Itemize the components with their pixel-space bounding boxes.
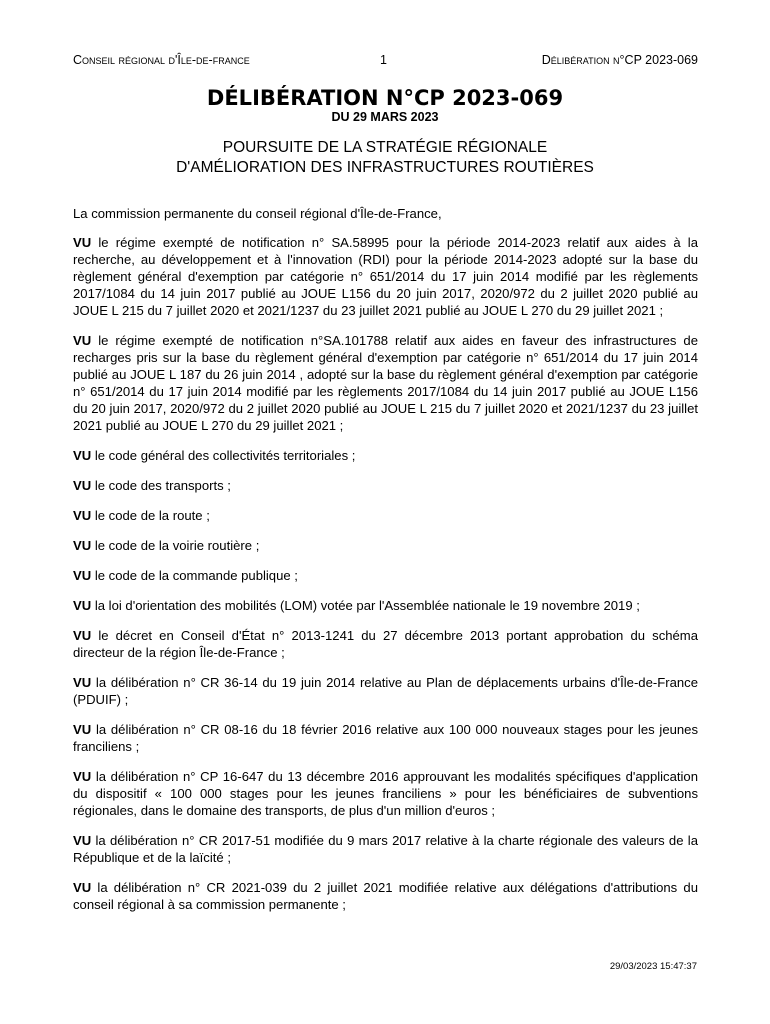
visa-text: le décret en Conseil d'État n° 2013-1241 du 27 décembre 2013 portant approbation du schéma directeur de la région Île-de-France ; — [73, 628, 698, 660]
visa-paragraph — [73, 332, 698, 434]
visa-paragraph — [73, 768, 698, 819]
visa-text: la délibération n° CP 16-647 du 13 décembre 2016 approuvant les modalités spécifiques d'application du dispositif « 100 000 stages pour les jeunes franciliens » pour les bénéficiaires de subventions régionales, dans le domaine des transports, de plus d'un million d'euros ; — [73, 769, 698, 818]
visa-text: le régime exempté de notification n° SA.58995 pour la période 2014-2023 relatif aux aides à la recherche, au développement et à l'innovation (RDI) pour la période 2014-2023 adopté sur la base du règlement général d'exemption par catégorie n° 651/2014 du 17 juin 2014 modifié par les règlements 2017/1084 du 14 juin 2017 publié au JOUE L156 du 20 juin 2017, 2020/972 du 2 juillet 2020 publié au JOUE L 215 du 7 juillet 2020 et 2021/1237 du 23 juillet 2021 publié au JOUE L 270 du 29 juillet 2021 ; — [73, 235, 698, 318]
page-header — [73, 52, 698, 68]
visa-lead: VU — [73, 333, 92, 348]
visa-text: le code de la voirie routière ; — [91, 538, 260, 553]
visa-text: le code de la commande publique ; — [91, 568, 298, 583]
visa-lead: VU — [73, 478, 92, 493]
visa-text: le code des transports ; — [91, 478, 231, 493]
visa-lead: VU — [73, 235, 92, 250]
visa-text: le régime exempté de notification n°SA.101788 relatif aux aides en faveur des infrastructures de recharges pris sur la base du règlement général d'exemption par catégorie n° 651/2014 du 17 juin 2014 publié au JOUE L 187 du 26 juin 2014 , adopté sur la base du règlement général d'exemption par catégorie n° 651/2014 du 17 juin 2014 modifié par les règlements 2017/1084 du 14 juin 2017 publié au JOUE L156 du 20 juin 2017, 2020/972 du 2 juillet 2020 publié au JOUE L 215 du 7 juillet 2020 et 2021/1237 du 23 juillet 2021 publié au JOUE L 270 du 29 juillet 2021 ; — [73, 333, 698, 433]
visa-lead: VU — [73, 880, 92, 895]
intro-paragraph: La commission permanente du conseil régional d'Île-de-France, — [73, 206, 442, 221]
header-reference: Délibération n°CP 2023-069 — [541, 53, 698, 67]
visa-paragraph — [73, 832, 698, 866]
subject-line-2: D'AMÉLIORATION DES INFRASTRUCTURES ROUTIÈRES — [176, 159, 594, 176]
visa-text: la loi d'orientation des mobilités (LOM) votée par l'Assemblée nationale le 19 novembre 2019 ; — [91, 598, 640, 613]
visa-lead: VU — [73, 769, 92, 784]
visa-paragraph — [73, 447, 698, 464]
visa-lead: VU — [73, 833, 92, 848]
subject-line-1: POURSUITE DE LA STRATÉGIE RÉGIONALE — [222, 139, 548, 156]
visa-text: le code de la route ; — [91, 508, 210, 523]
visa-paragraph — [73, 477, 698, 494]
visa-paragraph — [73, 674, 698, 708]
document-date: DU 29 MARS 2023 — [331, 110, 439, 124]
visa-paragraph — [73, 567, 698, 584]
document-body — [73, 205, 698, 926]
visa-paragraph — [73, 721, 698, 755]
visa-paragraph — [73, 879, 698, 913]
page-number: 1 — [380, 53, 387, 67]
visa-text: le code général des collectivités territoriales ; — [91, 448, 356, 463]
visa-paragraph — [73, 537, 698, 554]
visa-lead: VU — [73, 722, 92, 737]
visa-paragraph — [73, 597, 698, 614]
visa-text: la délibération n° CR 2021-039 du 2 juillet 2021 modifiée relative aux délégations d'attributions du conseil régional à sa commission permanente ; — [73, 880, 698, 912]
visa-text: la délibération n° CR 2017-51 modifiée du 9 mars 2017 relative à la charte régionale des valeurs de la République et de la laïcité ; — [73, 833, 698, 865]
visa-text: la délibération n° CR 08-16 du 18 février 2016 relative aux 100 000 nouveaux stages pour les jeunes franciliens ; — [73, 722, 698, 754]
visa-lead: VU — [73, 598, 92, 613]
footer-timestamp: 29/03/2023 15:47:37 — [609, 961, 697, 972]
visa-lead: VU — [73, 508, 92, 523]
visa-lead: VU — [73, 628, 92, 643]
header-organization: Conseil régional d'Île-de-france — [73, 53, 250, 67]
document-subject — [0, 138, 770, 178]
visa-lead: VU — [73, 675, 92, 690]
visa-list — [73, 234, 698, 913]
visa-lead: VU — [73, 538, 92, 553]
visa-lead: VU — [73, 568, 92, 583]
visa-lead: VU — [73, 448, 92, 463]
visa-paragraph — [73, 627, 698, 661]
document-title: DÉLIBÉRATION N°CP 2023-069 — [206, 86, 564, 110]
visa-text: la délibération n° CR 36-14 du 19 juin 2014 relative au Plan de déplacements urbains d'Île-de-France (PDUIF) ; — [73, 675, 698, 707]
visa-paragraph — [73, 507, 698, 524]
visa-paragraph — [73, 234, 698, 319]
